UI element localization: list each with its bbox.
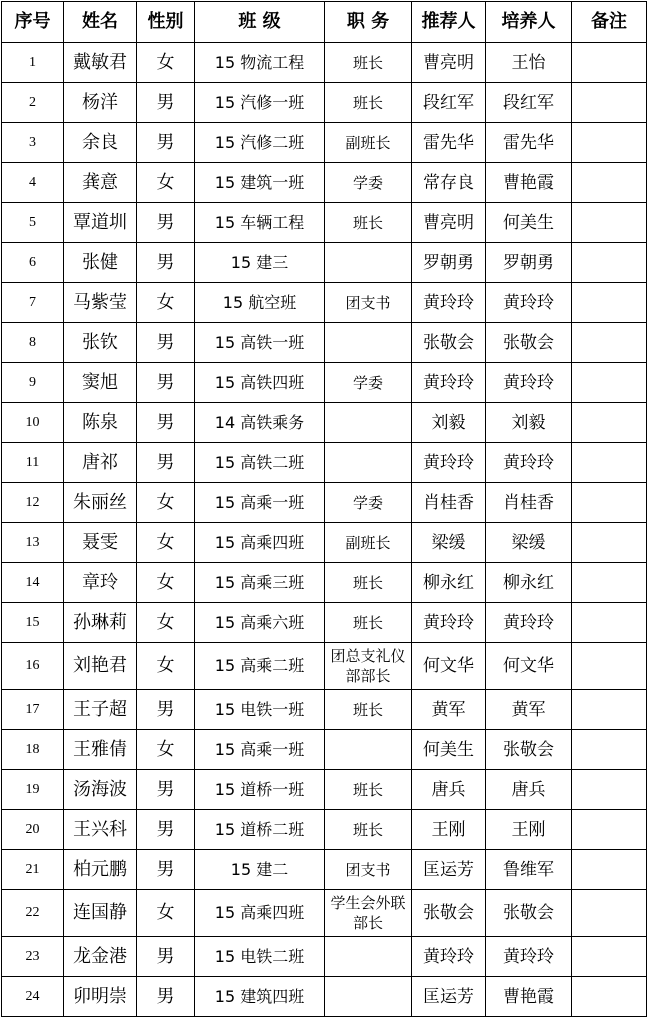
cell-gender: 男 [137, 243, 195, 283]
table-row [2, 83, 647, 123]
cell-remarks [572, 850, 647, 890]
cell-position: 班长 [325, 83, 412, 123]
table-row [2, 977, 647, 1017]
cell-remarks [572, 283, 647, 323]
cell-recommender: 常存良 [412, 163, 486, 203]
header-index: 序号 [2, 2, 64, 43]
cell-name: 章玲 [64, 563, 137, 603]
cell-position: 团支书 [325, 850, 412, 890]
cell-name: 朱丽丝 [64, 483, 137, 523]
cell-index: 11 [2, 443, 64, 483]
cell-gender: 男 [137, 810, 195, 850]
table-row [2, 523, 647, 563]
cell-gender: 男 [137, 443, 195, 483]
cell-recommender: 梁缓 [412, 523, 486, 563]
cell-index: 24 [2, 977, 64, 1017]
cell-position: 团支书 [325, 283, 412, 323]
cell-remarks [572, 483, 647, 523]
cell-class: 15 建筑四班 [195, 977, 325, 1017]
cell-name: 马紫莹 [64, 283, 137, 323]
cell-mentor: 张敬会 [486, 890, 572, 937]
cell-remarks [572, 363, 647, 403]
cell-name: 聂雯 [64, 523, 137, 563]
table-row [2, 770, 647, 810]
cell-name: 王兴科 [64, 810, 137, 850]
cell-recommender: 柳永红 [412, 563, 486, 603]
cell-position [325, 977, 412, 1017]
cell-mentor: 黄玲玲 [486, 443, 572, 483]
header-recommender: 推荐人 [412, 2, 486, 43]
cell-gender: 女 [137, 483, 195, 523]
cell-remarks [572, 810, 647, 850]
cell-index: 1 [2, 43, 64, 83]
cell-position: 班长 [325, 203, 412, 243]
cell-gender: 男 [137, 850, 195, 890]
cell-mentor: 段红军 [486, 83, 572, 123]
cell-index: 21 [2, 850, 64, 890]
cell-mentor: 何美生 [486, 203, 572, 243]
cell-gender: 男 [137, 937, 195, 977]
cell-name: 汤海波 [64, 770, 137, 810]
cell-class: 15 车辆工程 [195, 203, 325, 243]
cell-mentor: 鲁维军 [486, 850, 572, 890]
student-table [1, 1, 647, 1017]
cell-recommender: 黄玲玲 [412, 283, 486, 323]
cell-class: 15 电铁一班 [195, 690, 325, 730]
cell-position: 团总支礼仪部部长 [325, 643, 412, 690]
cell-position: 班长 [325, 690, 412, 730]
cell-index: 14 [2, 563, 64, 603]
cell-name: 刘艳君 [64, 643, 137, 690]
cell-position: 学委 [325, 363, 412, 403]
cell-index: 6 [2, 243, 64, 283]
cell-gender: 女 [137, 283, 195, 323]
cell-recommender: 张敬会 [412, 890, 486, 937]
cell-mentor: 王怡 [486, 43, 572, 83]
table-row [2, 163, 647, 203]
cell-remarks [572, 203, 647, 243]
cell-name: 张健 [64, 243, 137, 283]
cell-remarks [572, 890, 647, 937]
cell-index: 23 [2, 937, 64, 977]
cell-position: 学委 [325, 163, 412, 203]
header-mentor: 培养人 [486, 2, 572, 43]
cell-index: 18 [2, 730, 64, 770]
cell-name: 王雅倩 [64, 730, 137, 770]
cell-remarks [572, 937, 647, 977]
table-row [2, 323, 647, 363]
cell-index: 8 [2, 323, 64, 363]
cell-gender: 女 [137, 523, 195, 563]
cell-name: 窦旭 [64, 363, 137, 403]
cell-mentor: 曹艳霞 [486, 977, 572, 1017]
cell-gender: 男 [137, 977, 195, 1017]
cell-name: 余良 [64, 123, 137, 163]
table-row [2, 937, 647, 977]
cell-remarks [572, 163, 647, 203]
cell-gender: 女 [137, 643, 195, 690]
cell-index: 20 [2, 810, 64, 850]
cell-index: 15 [2, 603, 64, 643]
table-row [2, 403, 647, 443]
cell-gender: 男 [137, 363, 195, 403]
cell-recommender: 罗朝勇 [412, 243, 486, 283]
cell-gender: 男 [137, 323, 195, 363]
cell-mentor: 黄玲玲 [486, 603, 572, 643]
table-row [2, 563, 647, 603]
cell-mentor: 黄玲玲 [486, 283, 572, 323]
cell-recommender: 唐兵 [412, 770, 486, 810]
table-row [2, 123, 647, 163]
cell-position [325, 403, 412, 443]
header-class: 班 级 [195, 2, 325, 43]
cell-class: 15 高乘一班 [195, 730, 325, 770]
cell-index: 17 [2, 690, 64, 730]
cell-remarks [572, 83, 647, 123]
cell-class: 15 汽修一班 [195, 83, 325, 123]
cell-recommender: 曹亮明 [412, 203, 486, 243]
cell-mentor: 梁缓 [486, 523, 572, 563]
table-row [2, 363, 647, 403]
cell-recommender: 张敬会 [412, 323, 486, 363]
cell-position: 副班长 [325, 123, 412, 163]
cell-class: 15 道桥二班 [195, 810, 325, 850]
cell-recommender: 黄玲玲 [412, 937, 486, 977]
cell-class: 15 高铁一班 [195, 323, 325, 363]
cell-position [325, 730, 412, 770]
cell-recommender: 王刚 [412, 810, 486, 850]
cell-name: 卯明崇 [64, 977, 137, 1017]
cell-index: 9 [2, 363, 64, 403]
cell-class: 15 建筑一班 [195, 163, 325, 203]
cell-recommender: 何美生 [412, 730, 486, 770]
cell-remarks [572, 443, 647, 483]
cell-position: 学委 [325, 483, 412, 523]
cell-remarks [572, 523, 647, 563]
cell-index: 5 [2, 203, 64, 243]
table-row [2, 730, 647, 770]
cell-class: 15 物流工程 [195, 43, 325, 83]
table-row [2, 603, 647, 643]
cell-gender: 男 [137, 403, 195, 443]
cell-name: 陈泉 [64, 403, 137, 443]
cell-recommender: 曹亮明 [412, 43, 486, 83]
cell-recommender: 匡运芳 [412, 850, 486, 890]
cell-recommender: 段红军 [412, 83, 486, 123]
cell-mentor: 肖桂香 [486, 483, 572, 523]
cell-index: 12 [2, 483, 64, 523]
cell-name: 孙琳莉 [64, 603, 137, 643]
cell-class: 15 道桥一班 [195, 770, 325, 810]
header-remarks: 备注 [572, 2, 647, 43]
table-row [2, 690, 647, 730]
cell-index: 2 [2, 83, 64, 123]
header-name: 姓名 [64, 2, 137, 43]
cell-mentor: 张敬会 [486, 323, 572, 363]
cell-class: 14 高铁乘务 [195, 403, 325, 443]
cell-remarks [572, 977, 647, 1017]
cell-remarks [572, 123, 647, 163]
cell-position [325, 937, 412, 977]
cell-remarks [572, 323, 647, 363]
cell-recommender: 黄玲玲 [412, 603, 486, 643]
cell-mentor: 刘毅 [486, 403, 572, 443]
table-row [2, 203, 647, 243]
cell-index: 4 [2, 163, 64, 203]
header-position: 职 务 [325, 2, 412, 43]
cell-name: 戴敏君 [64, 43, 137, 83]
cell-remarks [572, 43, 647, 83]
cell-class: 15 建三 [195, 243, 325, 283]
cell-index: 7 [2, 283, 64, 323]
cell-remarks [572, 770, 647, 810]
cell-index: 10 [2, 403, 64, 443]
cell-gender: 男 [137, 690, 195, 730]
cell-class: 15 高铁二班 [195, 443, 325, 483]
table-row [2, 43, 647, 83]
table-row [2, 443, 647, 483]
cell-remarks [572, 603, 647, 643]
cell-position: 班长 [325, 810, 412, 850]
cell-recommender: 何文华 [412, 643, 486, 690]
cell-class: 15 汽修二班 [195, 123, 325, 163]
table-row [2, 890, 647, 937]
cell-position [325, 243, 412, 283]
cell-gender: 男 [137, 770, 195, 810]
cell-remarks [572, 690, 647, 730]
table-row [2, 483, 647, 523]
cell-position: 班长 [325, 770, 412, 810]
cell-index: 19 [2, 770, 64, 810]
cell-mentor: 黄玲玲 [486, 937, 572, 977]
cell-gender: 女 [137, 43, 195, 83]
cell-name: 柏元鹏 [64, 850, 137, 890]
cell-class: 15 建二 [195, 850, 325, 890]
cell-gender: 女 [137, 890, 195, 937]
cell-mentor: 雷先华 [486, 123, 572, 163]
cell-class: 15 高铁四班 [195, 363, 325, 403]
cell-position [325, 323, 412, 363]
cell-class: 15 高乘二班 [195, 643, 325, 690]
cell-class: 15 高乘四班 [195, 523, 325, 563]
cell-name: 唐祁 [64, 443, 137, 483]
cell-recommender: 肖桂香 [412, 483, 486, 523]
table-row [2, 283, 647, 323]
cell-name: 连国静 [64, 890, 137, 937]
cell-gender: 男 [137, 203, 195, 243]
cell-class: 15 高乘四班 [195, 890, 325, 937]
cell-mentor: 柳永红 [486, 563, 572, 603]
cell-name: 覃道圳 [64, 203, 137, 243]
cell-class: 15 高乘三班 [195, 563, 325, 603]
cell-index: 22 [2, 890, 64, 937]
header-row [2, 2, 647, 43]
cell-recommender: 匡运芳 [412, 977, 486, 1017]
cell-class: 15 航空班 [195, 283, 325, 323]
cell-gender: 女 [137, 163, 195, 203]
cell-remarks [572, 243, 647, 283]
cell-position: 学生会外联部长 [325, 890, 412, 937]
cell-remarks [572, 730, 647, 770]
cell-position [325, 443, 412, 483]
cell-class: 15 高乘六班 [195, 603, 325, 643]
cell-recommender: 刘毅 [412, 403, 486, 443]
cell-recommender: 黄军 [412, 690, 486, 730]
cell-gender: 女 [137, 603, 195, 643]
cell-mentor: 唐兵 [486, 770, 572, 810]
cell-mentor: 曹艳霞 [486, 163, 572, 203]
cell-position: 班长 [325, 603, 412, 643]
cell-recommender: 黄玲玲 [412, 363, 486, 403]
cell-position: 班长 [325, 563, 412, 603]
cell-index: 3 [2, 123, 64, 163]
cell-gender: 女 [137, 730, 195, 770]
cell-remarks [572, 643, 647, 690]
cell-mentor: 王刚 [486, 810, 572, 850]
cell-class: 15 电铁二班 [195, 937, 325, 977]
cell-recommender: 黄玲玲 [412, 443, 486, 483]
cell-mentor: 黄玲玲 [486, 363, 572, 403]
cell-name: 王子超 [64, 690, 137, 730]
cell-gender: 男 [137, 83, 195, 123]
cell-position: 副班长 [325, 523, 412, 563]
cell-mentor: 罗朝勇 [486, 243, 572, 283]
cell-mentor: 黄军 [486, 690, 572, 730]
cell-class: 15 高乘一班 [195, 483, 325, 523]
table-row [2, 850, 647, 890]
cell-name: 杨洋 [64, 83, 137, 123]
table-row [2, 810, 647, 850]
cell-position: 班长 [325, 43, 412, 83]
table-row [2, 243, 647, 283]
cell-mentor: 何文华 [486, 643, 572, 690]
cell-index: 16 [2, 643, 64, 690]
header-gender: 性别 [137, 2, 195, 43]
cell-gender: 男 [137, 123, 195, 163]
cell-mentor: 张敬会 [486, 730, 572, 770]
cell-recommender: 雷先华 [412, 123, 486, 163]
cell-gender: 女 [137, 563, 195, 603]
cell-index: 13 [2, 523, 64, 563]
cell-remarks [572, 563, 647, 603]
table-row [2, 643, 647, 690]
cell-remarks [572, 403, 647, 443]
cell-name: 龙金港 [64, 937, 137, 977]
cell-name: 龚意 [64, 163, 137, 203]
cell-name: 张钦 [64, 323, 137, 363]
